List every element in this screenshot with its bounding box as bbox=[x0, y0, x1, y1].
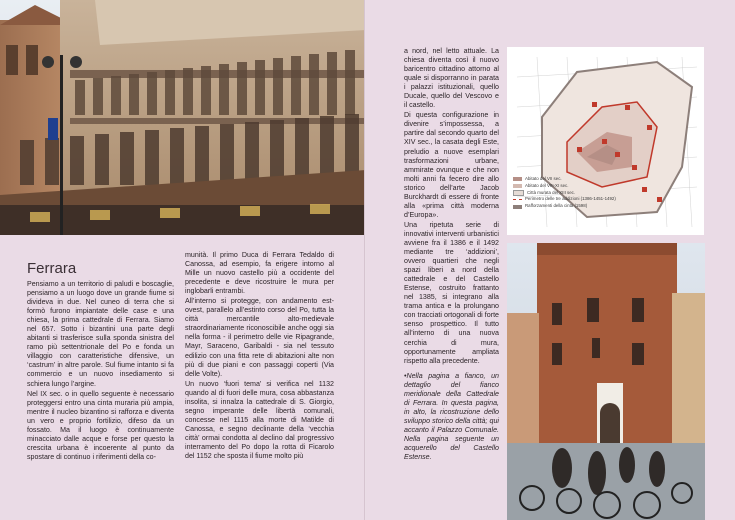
left-page bbox=[0, 0, 366, 520]
legend-item: Abitato del VIII-XI sec. bbox=[513, 183, 616, 190]
legend-item: Città murata del XIII sec. bbox=[513, 190, 616, 197]
paragraph: Un nuovo ‘fuori tema’ si verifica nel 1132 quando al di fuori delle mura, cosa abbastanza insolita, si innalza la cattedrale di S. Giorgio, segno imperante delle libertà comunali, concesse nel 1115 alla morte di Matilde di Canossa, e segno declinante della ‘vecchia città’ ormai condotta al declino dal progressivo interramento del Po dopo la rotta di Ficarolo del 1152 che sposta il fiume molto più bbox=[185, 379, 334, 461]
paragraph: Nel IX sec. o in quello seguente è necessario proteggersi entro una cinta muraria più ampia, mentre il nucleo bizantino si rafforza e diventa un vero e proprio fortilizio, difeso da un fossato. Ma il luogo è continuamente minacciato dalle acque e forse per questo la crescita urbana è incoerente al punto da spostare di continuo i riferimenti della co- bbox=[27, 389, 174, 461]
paragraph: Pensiamo a un territorio di paludi e boscaglie, pensiamo a un luogo dove un grande fiume si divideva in due. Nel cuneo di terra che si formò furono impiantate delle case e una chiesa, la prima cattedrale di Ferrara. Siamo nel 657. Sotto i bizantini una parte degli abitanti si trasferisce sulla sponda sinistra del ramo più settentrionale del Po e fonda un villaggio con caratteristiche difensive, un ‘castrum’ in altre parole. Sul fiume intanto si fa commercio e un nuovo insediamento si schiera lungo l’argine. bbox=[27, 280, 174, 388]
legend-item: Perimetro delle tre addizioni (1386-1451-1492) bbox=[513, 196, 616, 203]
paragraph: All’interno si protegge, con andamento est-ovest, parallelo all’estinto corso del Po, tutta la città mercantile alto-medievale straordinariamente riconoscibile anche oggi sia nella forma - il perimetro delle vie Ripagrande, Mayr, Saraceno, Garibaldi - sia nel tessuto edilizio con una fitta rete di abitazioni alte non più di due piani e con passaggi coperti (Via delle Volte). bbox=[185, 297, 334, 378]
text-column-2 bbox=[185, 251, 334, 462]
figure-caption: •Nella pagina a fianco, un dettaglio del fianco meridionale della Cattedrale di Ferrara. In questa pagina, in alto, la ricostruzione dello sviluppo storico della città; qui accanto il Palazzo Comunale. Nella pagina seguente un acquerello del Castello Estense. bbox=[404, 371, 499, 462]
legend-item: Rafforzamenti della cinta (1598) bbox=[513, 203, 616, 210]
legend-item: Abitato del VII sec. bbox=[513, 176, 616, 183]
map-legend bbox=[513, 176, 616, 210]
cathedral-photo bbox=[0, 0, 366, 235]
paragraph: a nord, nel letto attuale. La chiesa diventa così il nuovo baricentro cittadino attorno al quale si disporranno in parata i palazzi istituzionali, quello Ducale, quello del Vescovo e il castello. bbox=[404, 47, 499, 110]
page-title: Ferrara bbox=[27, 260, 77, 277]
text-column-3 bbox=[404, 47, 499, 463]
paragraph: Una ripetuta serie di innovativi interventi urbanistici avviene fra il 1386 e il 1492 mediante tre ‘addizioni’, ovvero quartieri che negli spazi liberi a nord della cattedrale e del Castello Estense, costruito frattanto nel 1385, si integrano alla trama antica e la prolungano con tracciati ortogonali di forte senso prospettico. Il tutto all’interno di una nuova cerchia di mura, opportunamente ampliata rispetto alla precedente. bbox=[404, 220, 499, 365]
paragraph: Di questa configurazione in divenire s’impossessa, a partire dal secondo quarto del XIV sec., la casata degli Este, preludio a nuove esemplari trasformazioni urbane, ammirate ovunque e che non molti anni fa fecero dire allo storico dell’arte Jacob Burckhardt di essere di fronte alla «prima città moderna d’Europa». bbox=[404, 111, 499, 219]
town-hall-photo bbox=[507, 243, 705, 520]
text-column-1 bbox=[27, 280, 174, 463]
paragraph: munità. Il primo Duca di Ferrara Tedaldo di Canossa, ad esempio, fa erigere intorno al Mille un nuovo castello più a occidente del precedente e deve ricostruire le mura per inglobarli entrambi. bbox=[185, 251, 334, 296]
